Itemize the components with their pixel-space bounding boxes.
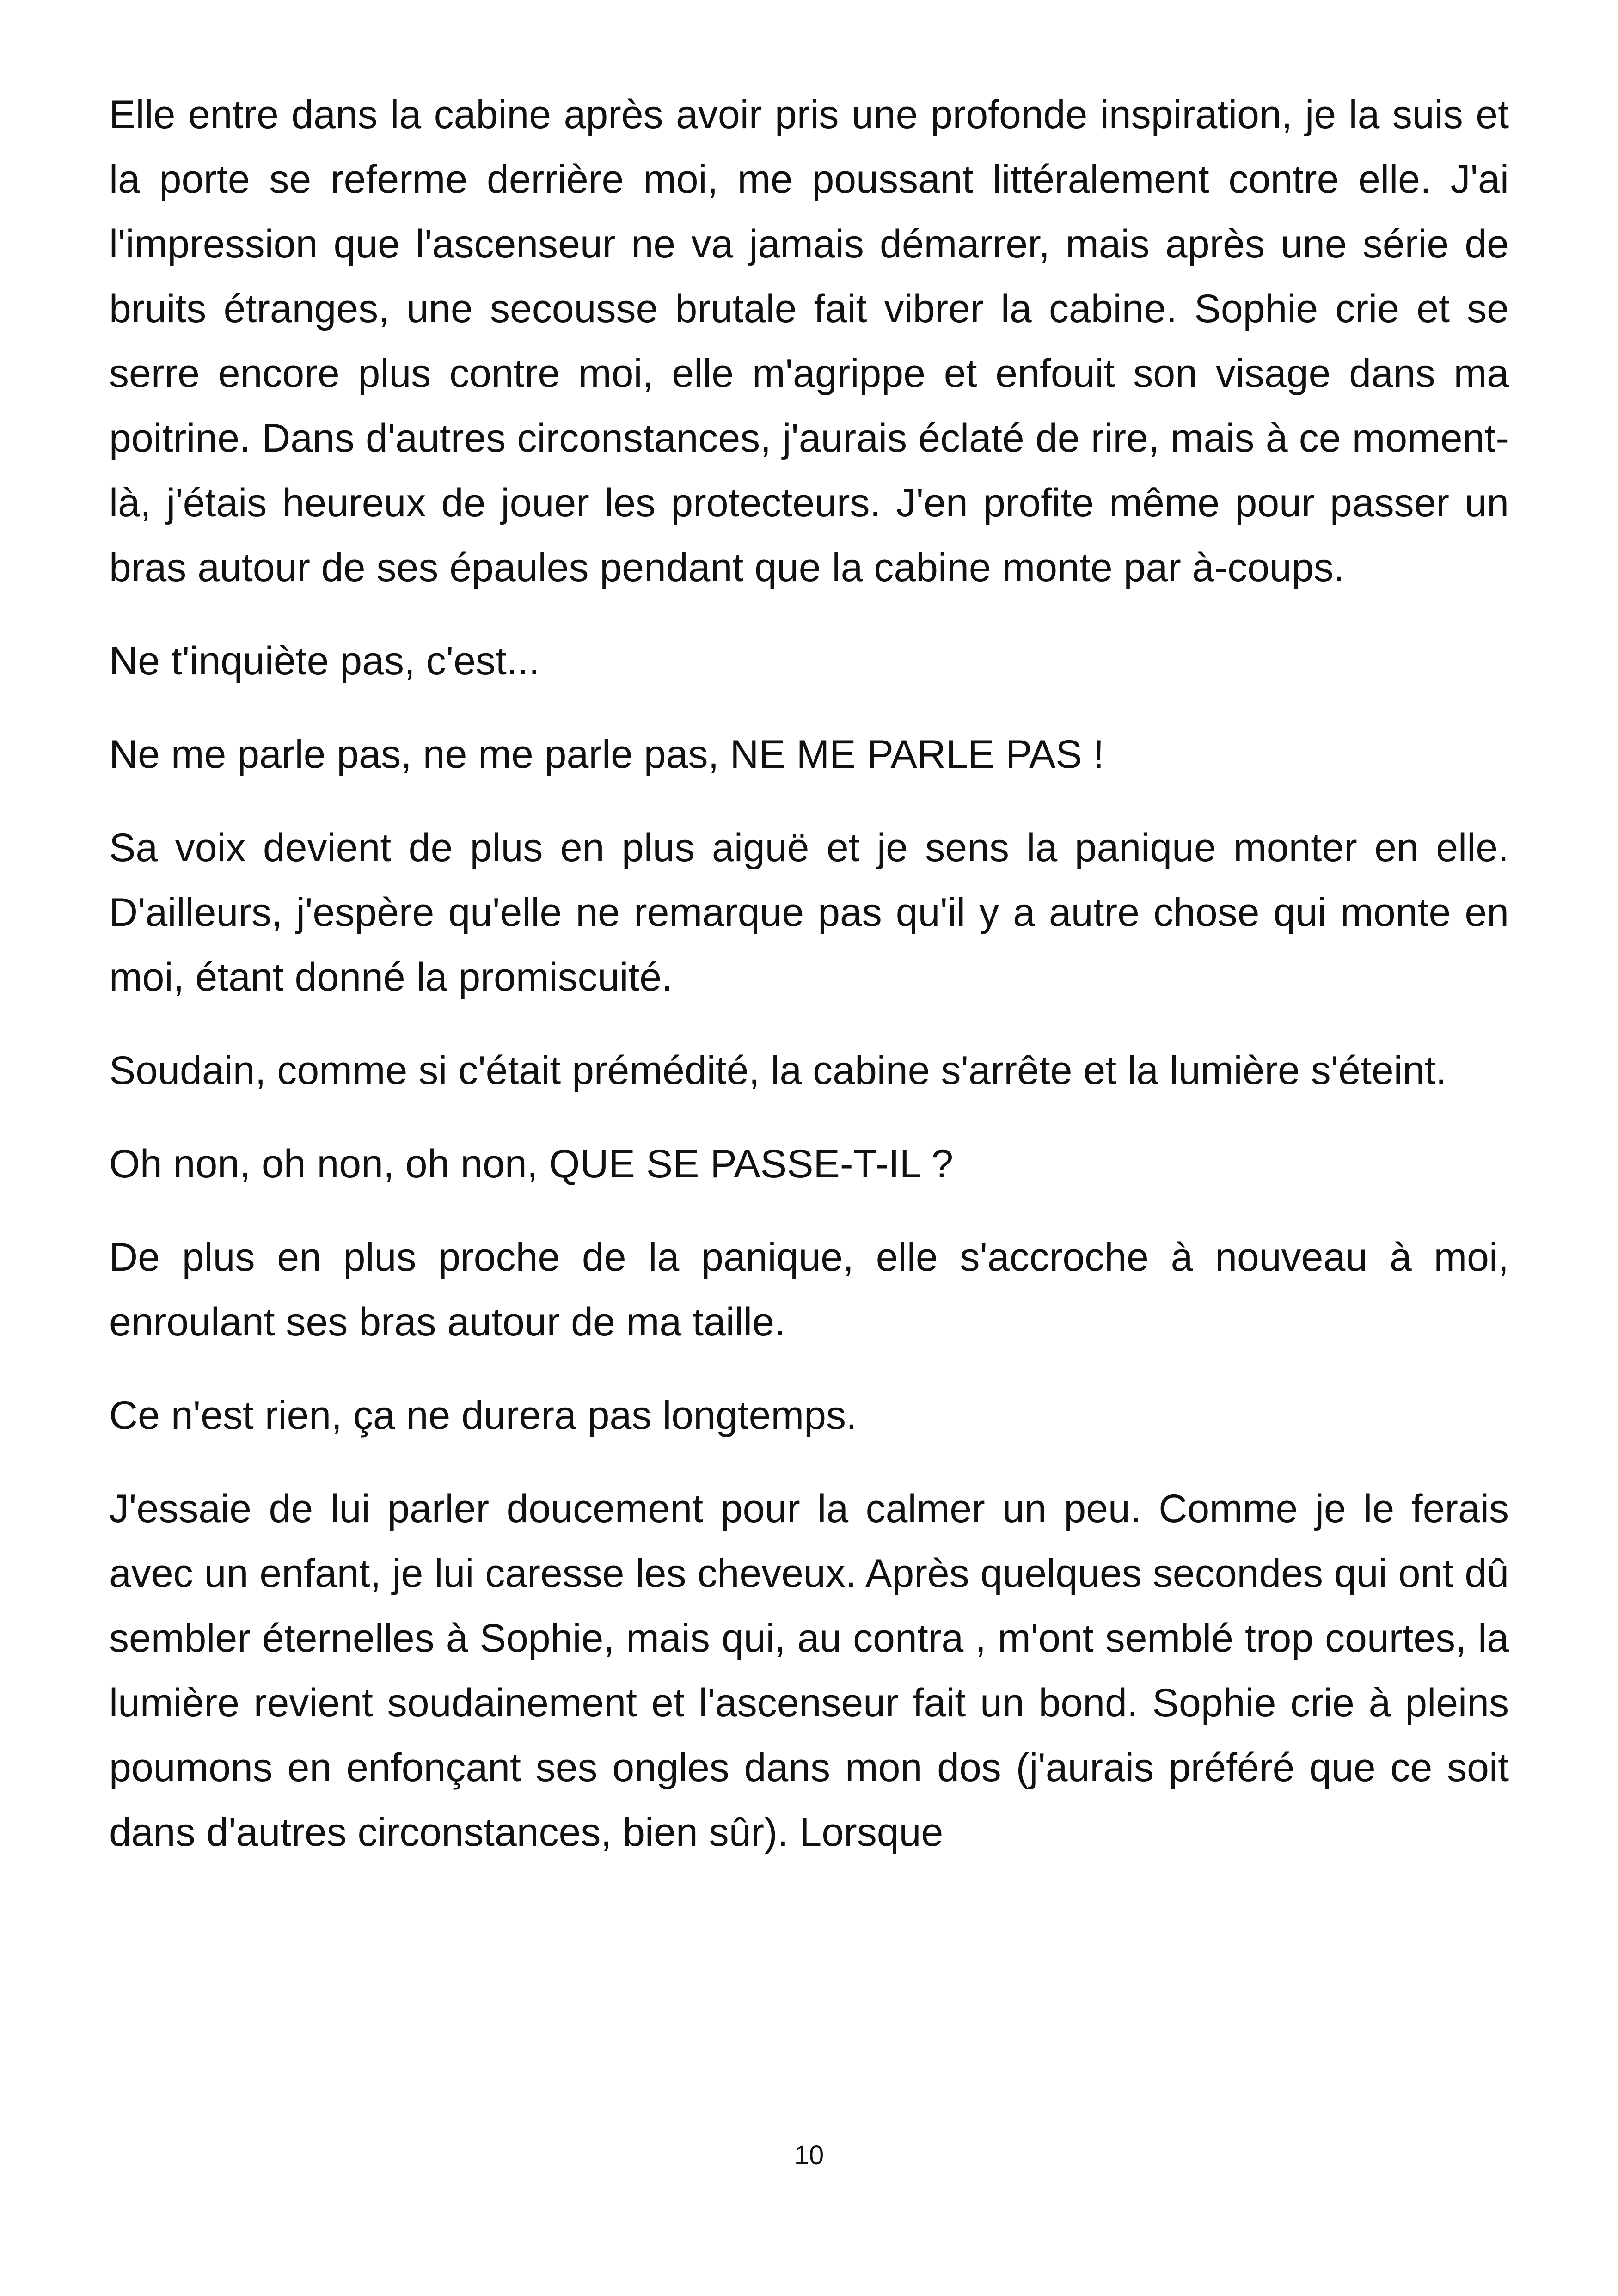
paragraph-question-line: Oh non, oh non, oh non, QUE SE PASSE-T-IL ? [109, 1142, 954, 1186]
paragraph-comfort-line: Ce n'est rien, ça ne durera pas longtemps. [109, 1393, 857, 1438]
paragraph-calming: J'essaie de lui parler doucement pour la calmer un peu. Comme je le ferais avec un enfant, je lui caresse les cheveux. Après quelques secondes qui ont dû sembler éternelles à Sophie, mais qui, au contra , m'ont semblé trop courtes, la lumière revient soudainement et l'ascenseur fait un bond. Sophie crie à pleins poumons en enfonçant ses ongles dans mon dos (j'aurais préféré que ce soit dans d'autres circonstances, bien sûr). Lorsque [109, 1487, 1509, 1855]
paragraph-reassurance-line: Ne t'inquiète pas, c'est... [109, 639, 540, 683]
paragraph-panic-line: Ne me parle pas, ne me parle pas, NE ME PARLE PAS ! [109, 732, 1104, 777]
paragraph-holding-on: De plus en plus proche de la panique, elle s'accroche à nouveau à moi, enroulant ses bras autour de ma taille. [109, 1235, 1509, 1344]
paragraph-elevator-entry: Elle entre dans la cabine après avoir pris une profonde inspiration, je la suis et la porte se referme derrière moi, me poussant littéralement contre elle. J'ai l'impression que l'ascenseur ne va jamais démarrer, mais après une série de bruits étranges, une secousse brutale fait vibrer la cabine. Sophie crie et se serre encore plus contre moi, elle m'agrippe et enfouit son visage dans ma poitrine. Dans d'autres circonstances, j'aurais éclaté de rire, mais à ce moment-là, j'étais heureux de jouer les protecteurs. J'en profite même pour passer un bras autour de ses épaules pendant que la cabine monte par à-coups. [109, 92, 1509, 590]
paragraph-voice-panic: Sa voix devient de plus en plus aiguë et je sens la panique monter en elle. D'ailleurs, j'espère qu'elle ne remarque pas qu'il y a autre chose qui monte en moi, étant donné la promiscuité. [109, 826, 1509, 999]
page-body [109, 82, 1509, 1893]
paragraph-light-off: Soudain, comme si c'était prémédité, la cabine s'arrête et la lumière s'éteint. [109, 1048, 1447, 1093]
page-number: 10 [794, 2140, 824, 2170]
